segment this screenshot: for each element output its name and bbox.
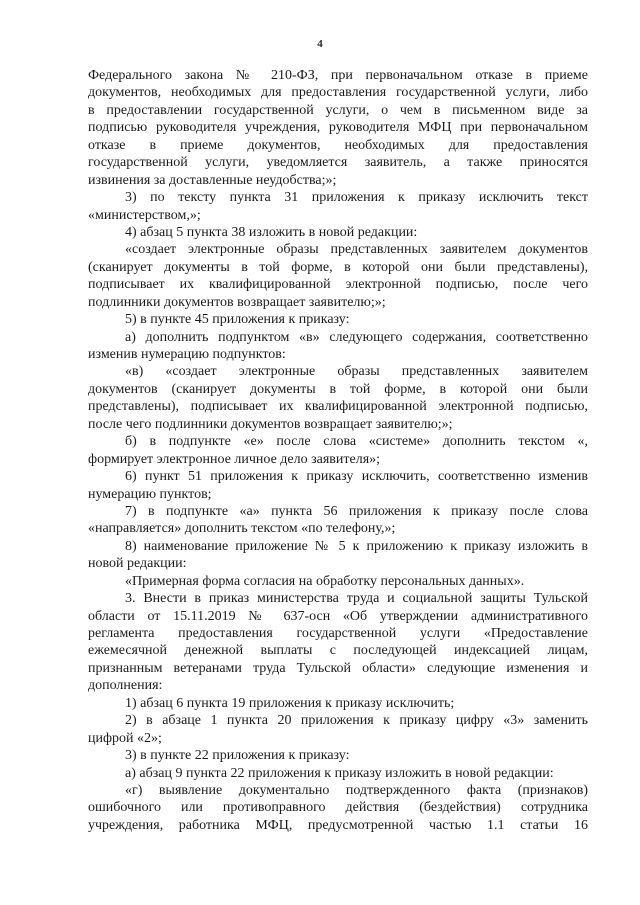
text-line: нумерацию пунктов; (88, 486, 212, 502)
text-line: дополнения: (88, 678, 163, 694)
text-line: формирует электронное личное дело заявителя»; (88, 451, 381, 467)
text-line: 7) в подпункте «а» пункта 56 приложения к приказу после слова (125, 503, 588, 519)
paragraph (88, 363, 588, 433)
text-line: 8) наименование приложение № 5 к приложению к приказу изложить в (125, 538, 588, 554)
paragraph (88, 311, 588, 328)
document-body (88, 67, 588, 834)
text-line: а) дополнить подпунктом «в» следующего содержания, соответственно (125, 329, 588, 345)
paragraph (88, 695, 588, 712)
paragraph-continued (88, 67, 588, 189)
text-line: государственной услуги, уведомляется заявитель, а также приносятся (88, 155, 588, 171)
paragraph-trailing (88, 782, 588, 834)
paragraph (88, 503, 588, 538)
paragraph (88, 224, 588, 241)
text-line: области от 15.11.2019 № 637-осн «Об утверждении административного (88, 608, 588, 624)
paragraph (88, 468, 588, 503)
page-number: 4 (317, 38, 323, 50)
text-line: отказе в приеме документов, необходимых для предоставления (88, 137, 588, 153)
paragraph (88, 712, 588, 747)
paragraph (88, 189, 588, 224)
text-line: регламента предоставления государственной услуги «Предоставление (88, 626, 588, 641)
text-line: 3) в пункте 22 приложения к приказу: (125, 748, 350, 764)
text-line: Федерального закона № 210-ФЗ, при первоначальном отказе в приеме (88, 68, 588, 83)
text-line: 3) по тексту пункта 31 приложения к приказу исключить текст (125, 190, 588, 206)
text-line: документов (сканирует документы в той форме, в которой они были (88, 381, 588, 397)
text-line: «направляется» дополнить текстом «по телефону,»; (88, 521, 396, 537)
text-line: в предоставлении государственной услуги, о чем в письменном виде за (88, 102, 588, 118)
text-line: «создает электронные образы представленных заявителем документов (125, 242, 588, 258)
text-line: цифрой «2»; (88, 730, 162, 746)
paragraph (88, 538, 588, 573)
text-line: подписью руководителя учреждения, руководителя МФЦ при первоначальном (88, 120, 588, 136)
text-line: 2) в абзаце 1 пункта 20 приложения к приказу цифру «3» заменить (125, 713, 588, 729)
paragraph (88, 765, 588, 782)
text-line: «г) выявление документально подтвержденного факта (признаков) (125, 782, 588, 798)
text-line: б) в подпункте «е» после слова «системе» дополнить текстом «, (125, 434, 588, 450)
text-line: подлинники документов возвращает заявителю;»; (88, 294, 386, 310)
text-line: 1) абзац 6 пункта 19 приложения к приказу исключить; (125, 695, 455, 711)
text-line: подписывает их квалифицированной электронной подписью, после чего (88, 277, 588, 293)
text-line: 4) абзац 5 пункта 38 изложить в новой редакции: (125, 224, 418, 240)
text-line: 3. Внести в приказ министерства труда и социальной защиты Тульской (125, 591, 588, 607)
text-line: «в) «создает электронные образы представленных заявителем (125, 364, 588, 380)
text-line: 6) пункт 51 приложения к приказу исключить, соответственно изменив (125, 469, 588, 485)
text-line: ежемесячной денежной выплаты с последующей индексацией лицам, (88, 643, 588, 659)
text-line: изменив нумерацию подпунктов: (88, 347, 286, 362)
text-line: 5) в пункте 45 приложения к приказу: (125, 312, 350, 328)
paragraph (88, 329, 588, 364)
text-line: ошибочного или противоправного действия (бездействия) сотрудника (88, 800, 588, 816)
text-line: «Примерная форма согласия на обработку персональных данных». (125, 573, 525, 589)
paragraph (88, 590, 588, 695)
paragraph (88, 241, 588, 311)
text-line: извинения за доставленные неудобства;»; (88, 172, 337, 188)
paragraph (88, 573, 588, 590)
paragraph (88, 433, 588, 468)
text-line: признанным ветеранами труда Тульской области» следующие изменения и (88, 660, 588, 676)
text-line: «министерством,»; (88, 207, 201, 223)
text-line: учреждения, работника МФЦ, предусмотренной частью 1.1 статьи 16 (88, 817, 588, 833)
text-line: документов, необходимых для предоставления государственной услуги, либо (88, 85, 588, 101)
paragraph (88, 747, 588, 764)
text-line: (сканирует документы в той форме, в которой они были представлены), (88, 259, 588, 275)
text-line: после чего подлинники документов возвращает заявителю;»; (88, 416, 453, 432)
text-line: а) абзац 9 пункта 22 приложения к приказу изложить в новой редакции: (125, 765, 554, 781)
text-line: новой редакции: (88, 556, 187, 572)
text-line: представлены), подписывает их квалифицированной электронной подписью, (88, 399, 588, 415)
